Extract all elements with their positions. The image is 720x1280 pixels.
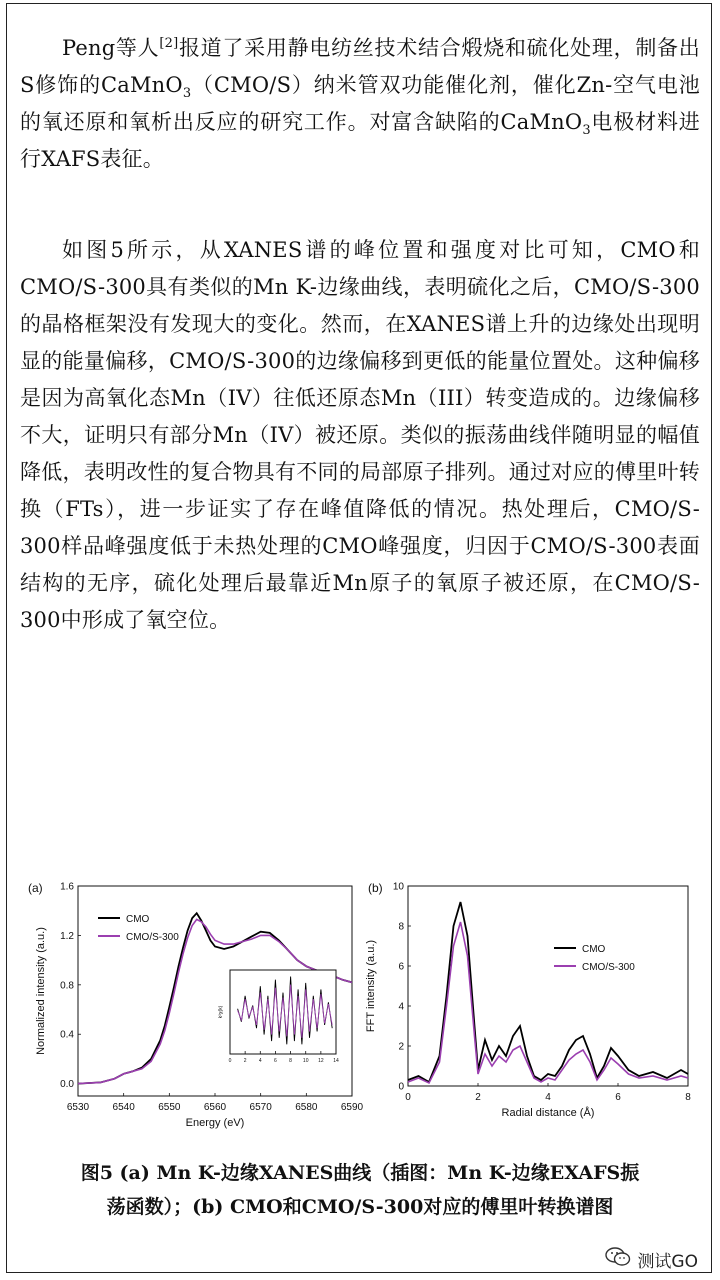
paragraph-2: 如图5所示，从XANES谱的峰位置和强度对比可知，CMO和CMO/S-300具有类似的Mn K-边缘曲线，表明硫化之后，CMO/S-300的晶格框架没有发现大的变化。然而，在XANES谱上升的边缘处出现明显的能量偏移，CMO/S-300的边缘偏移到更低的能量位置处。这种偏移是因为高氧化态Mn（IV）往低还原态Mn（III）转变造成的。边缘偏移不大，证明只有部分Mn（IV）被还原。类似的振荡曲线伴随明显的幅值降低，表明改性的复合物具有不同的局部原子排列。通过对应的傅里叶转换（FTs），进一步证实了存在峰值降低的情况。热处理后，CMO/S-300样品峰强度低于未热处理的CMO峰强度，归因于CMO/S-300表面结构的无序，硫化处理后最靠近Mn原子的氧原子被还原，在CMO/S-300中形成了氧空位。 (20, 238, 700, 632)
panel-b-x-tick-label: 4 (545, 1092, 551, 1103)
panel-b-x-tick-label: 6 (615, 1092, 621, 1103)
panel-b-plot-frame (408, 886, 688, 1086)
panel-a-x-tick-label: 6540 (112, 1102, 135, 1113)
caption-line-2: 荡函数）；(b) CMO和CMO/S-300对应的傅里叶转换谱图 (106, 1196, 614, 1218)
figure-caption (20, 1156, 700, 1224)
inset-x-tick-label: 2 (243, 1058, 247, 1064)
panel-b-y-tick-label: 2 (398, 1041, 404, 1053)
inset-x-tick-label: 4 (258, 1058, 262, 1064)
panel-a-y-tick-label: 0.4 (60, 1029, 74, 1041)
watermark-label: 测试GO (637, 1252, 698, 1272)
panel-a-x-axis-label: Energy (eV) (185, 1117, 245, 1129)
inset-x-tick-label: 8 (289, 1058, 292, 1064)
wechat-icon (605, 1247, 631, 1272)
inset-y-axis-label: k³χ(k) (218, 1005, 224, 1019)
inset-plot-frame (230, 970, 336, 1054)
panel-a-x-tick-label: 6580 (295, 1102, 318, 1113)
inset-x-tick-label: 10 (302, 1058, 309, 1064)
panel-b-legend-label: CMO/S-300 (582, 962, 635, 973)
panel-a-x-tick-label: 6590 (340, 1102, 364, 1113)
panel-b-y-axis-label: FFT intensity (a.u.) (365, 939, 377, 1033)
panel-a-y-tick-label: 0.0 (60, 1079, 74, 1091)
panel-a-label: (a) (28, 881, 43, 895)
panel-a-x-tick-label: 6550 (158, 1102, 181, 1113)
citation-ref[interactable]: [2] (159, 36, 179, 51)
panel-a-x-tick-label: 6560 (203, 1102, 227, 1113)
panel-a-y-axis-label: Normalized intensity (a.u.) (35, 927, 47, 1055)
panel-a-y-tick-label: 1.2 (60, 930, 74, 942)
panel-b-legend-label: CMO (582, 944, 606, 955)
inset-x-tick-label: 12 (318, 1058, 324, 1064)
panel-a-y-tick-label: 0.8 (60, 980, 74, 992)
caption-line-1: 图5 (a) Mn K-边缘XANES曲线（插图：Mn K-边缘EXAFS振 (80, 1162, 640, 1184)
panel-a-y-tick-label: 1.6 (60, 881, 74, 893)
panel-b-y-tick-label: 0 (398, 1081, 404, 1093)
p1-text-d: 电极材料进行XAFS表征。 (20, 110, 700, 171)
panel-b-y-tick-label: 8 (398, 921, 404, 933)
panel-a-x-tick-label: 6530 (66, 1102, 90, 1113)
inset-x-tick-label: 14 (333, 1058, 339, 1064)
panel-b-y-tick-label: 10 (392, 881, 404, 893)
panel-b-x-tick-label: 2 (475, 1092, 481, 1103)
panel-b-series-line-cmos (408, 922, 688, 1083)
inset-x-tick-label: 6 (274, 1058, 277, 1064)
panel-b-x-tick-label: 0 (405, 1092, 411, 1103)
watermark (605, 1247, 698, 1272)
subscript: 3 (182, 86, 192, 102)
panel-a-x-tick-label: 6570 (249, 1102, 272, 1113)
paragraph-1 (20, 30, 700, 178)
inset-x-tick-label: 0 (228, 1058, 232, 1064)
panel-b-y-tick-label: 4 (398, 1001, 404, 1013)
p1-text-c: （CMO/S）纳米管双功能催化剂，催化Zn-空气电池的氧还原和氧析出反应的研究工作。对富含缺陷的CaMnO (20, 73, 700, 134)
panel-b-label: (b) (368, 881, 383, 895)
panel-b-series-line-cmo (408, 902, 688, 1082)
panel-a-legend-label: CMO (126, 914, 150, 925)
figure-5 (24, 870, 696, 1140)
panel-b-x-tick-label: 8 (685, 1092, 691, 1103)
panel-b-y-tick-label: 6 (398, 961, 404, 973)
figure-svg (24, 870, 696, 1140)
p1-text-b: 报道了采用静电纺丝技术结合煅烧和硫化处理，制备出S修饰的CaMnO (20, 36, 700, 97)
panel-b-x-axis-label: Radial distance (Å) (501, 1107, 595, 1119)
p1-text-a: Peng等人 (62, 36, 160, 60)
panel-a-legend-label: CMO/S-300 (126, 932, 179, 943)
subscript: 3 (582, 123, 591, 139)
